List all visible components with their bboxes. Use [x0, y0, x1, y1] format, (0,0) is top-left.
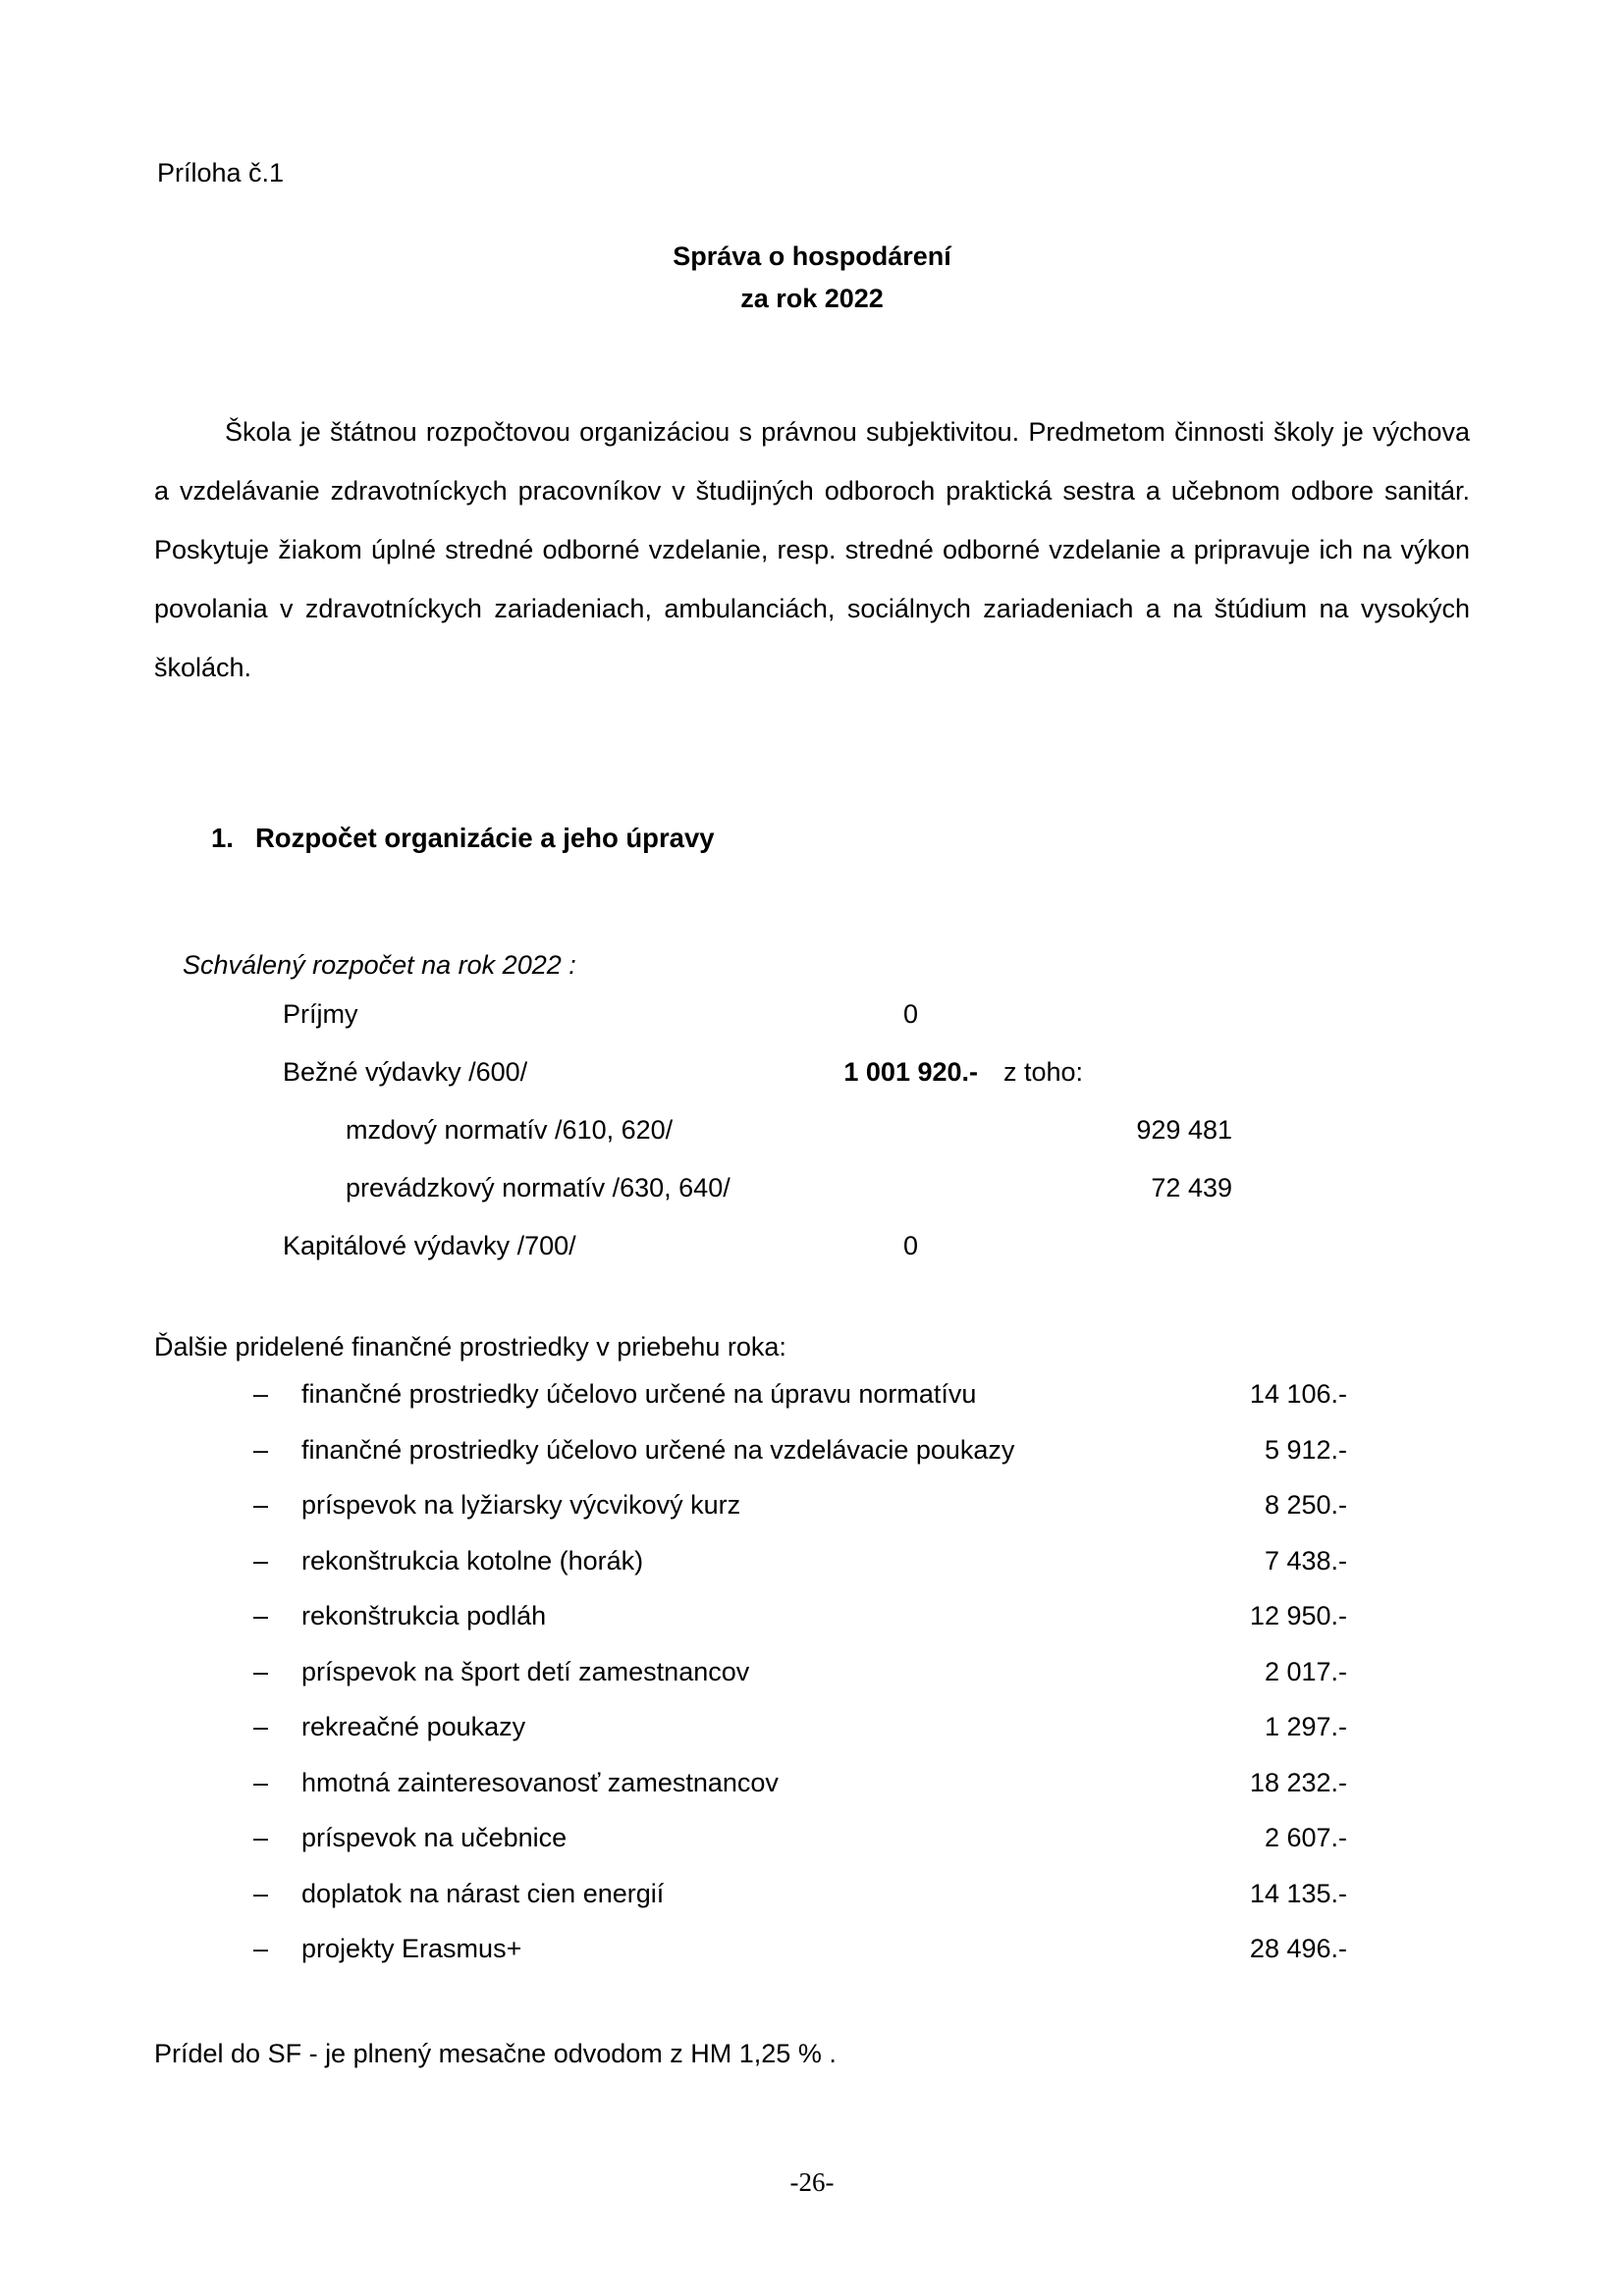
budget-row — [0, 1057, 1624, 1115]
section-heading — [211, 823, 715, 854]
list-item-amount: 2 607.- — [1264, 1823, 1347, 1852]
appendix-label: Príloha č.1 — [157, 158, 285, 187]
list-item — [0, 1435, 1624, 1491]
dash-bullet-icon: – — [253, 1823, 269, 1852]
list-item-label: rekreačné poukazy — [301, 1712, 526, 1741]
list-item — [0, 1712, 1624, 1768]
list-item-label: finančné prostriedky účelovo určené na vzdelávacie poukazy — [301, 1434, 1015, 1465]
document-title-line-1: Správa o hospodárení — [673, 241, 951, 271]
list-item — [0, 1379, 1624, 1435]
budget-row-label: Príjmy — [283, 999, 358, 1029]
list-item-label: hmotná zainteresovanosť zamestnancov — [301, 1767, 779, 1797]
list-item — [0, 1768, 1624, 1824]
list-item-amount: 14 106.- — [1249, 1379, 1347, 1409]
section-title: Rozpočet organizácie a jeho úpravy — [254, 823, 715, 853]
list-item — [0, 1879, 1624, 1935]
list-item — [0, 1823, 1624, 1879]
budget-row-label: Bežné výdavky /600/ — [283, 1057, 528, 1087]
list-item-amount: 7 438.- — [1264, 1545, 1347, 1575]
budget-row-value-bold: 1 001 920.- — [843, 1057, 978, 1087]
dash-bullet-icon: – — [253, 1434, 269, 1465]
document-title — [0, 236, 1624, 320]
list-item-label: finančné prostriedky účelovo určené na úpravu normatívu — [301, 1379, 977, 1409]
dash-bullet-icon: – — [253, 1712, 269, 1741]
further-funds-intro: Ďalšie pridelené finančné prostriedky v priebehu roka: — [154, 1332, 786, 1362]
budget-row-value: 0 — [902, 999, 918, 1029]
closing-note: Prídel do SF - je plnený mesačne odvodom z HM 1,25 % . — [154, 2039, 837, 2068]
dash-bullet-icon: – — [253, 1878, 269, 1908]
list-item-amount: 12 950.- — [1249, 1601, 1347, 1630]
list-item — [0, 1490, 1624, 1546]
list-item — [0, 1657, 1624, 1713]
budget-table — [0, 999, 1624, 1289]
budget-row-label: Kapitálové výdavky /700/ — [283, 1231, 576, 1260]
intro-paragraph: Škola je štátnou rozpočtovou organizáciou s právnou subjektivitou. Predmetom činnosti školy je výchova a vzdelávanie zdravotníckych pracovníkov v študijných odboroch praktická sestra a učebnom odbore sanitár. Poskytuje žiakom úplné stredné odborné vzdelanie, resp. stredné odborné vzdelanie a pripravuje ich na výkon povolania v zdravotníckych zariadeniach, ambulanciách, sociálnych zariadeniach a na štúdium na vysokých školách. — [154, 417, 1470, 682]
list-item-label: príspevok na šport detí zamestnancov — [301, 1656, 750, 1686]
budget-row — [0, 999, 1624, 1057]
list-item — [0, 1934, 1624, 1990]
dash-bullet-icon: – — [253, 1379, 269, 1409]
list-item-amount: 14 135.- — [1249, 1878, 1347, 1908]
budget-row — [0, 1173, 1624, 1231]
further-funds-list — [0, 1379, 1624, 1990]
budget-row-value: 72 439 — [1151, 1173, 1232, 1202]
list-item-label: rekonštrukcia podláh — [301, 1601, 547, 1630]
dash-bullet-icon: – — [253, 1545, 269, 1575]
dash-bullet-icon: – — [253, 1767, 269, 1797]
budget-subtitle: Schválený rozpočet na rok 2022 : — [183, 950, 576, 980]
dash-bullet-icon: – — [253, 1656, 269, 1686]
list-item-amount: 2 017.- — [1264, 1656, 1347, 1686]
budget-row — [0, 1115, 1624, 1173]
list-item-amount: 18 232.- — [1249, 1767, 1347, 1797]
list-item-label: rekonštrukcia kotolne (horák) — [301, 1545, 644, 1575]
dash-bullet-icon: – — [253, 1490, 269, 1520]
section-number: 1. — [211, 823, 234, 853]
list-item — [0, 1601, 1624, 1657]
list-item-amount: 1 297.- — [1264, 1712, 1347, 1741]
budget-row-note: z toho: — [1003, 1057, 1084, 1087]
list-item-amount: 8 250.- — [1264, 1490, 1347, 1520]
dash-bullet-icon: – — [253, 1601, 269, 1630]
budget-row-label: prevádzkový normatív /630, 640/ — [346, 1173, 731, 1202]
page-number: -26- — [789, 2167, 835, 2197]
list-item-label: príspevok na lyžiarsky výcvikový kurz — [301, 1490, 741, 1520]
list-item-amount: 5 912.- — [1264, 1434, 1347, 1465]
budget-row-value: 929 481 — [1136, 1115, 1232, 1145]
list-item — [0, 1546, 1624, 1602]
list-item-label: projekty Erasmus+ — [301, 1934, 522, 1963]
document-title-line-2: za rok 2022 — [740, 284, 884, 313]
budget-row-value: 0 — [902, 1231, 918, 1260]
dash-bullet-icon: – — [253, 1934, 269, 1963]
budget-row — [0, 1231, 1624, 1289]
list-item-label: doplatok na nárast cien energií — [301, 1878, 665, 1908]
budget-row-label: mzdový normatív /610, 620/ — [346, 1115, 674, 1145]
list-item-label: príspevok na učebnice — [301, 1823, 568, 1852]
list-item-amount: 28 496.- — [1249, 1934, 1347, 1963]
